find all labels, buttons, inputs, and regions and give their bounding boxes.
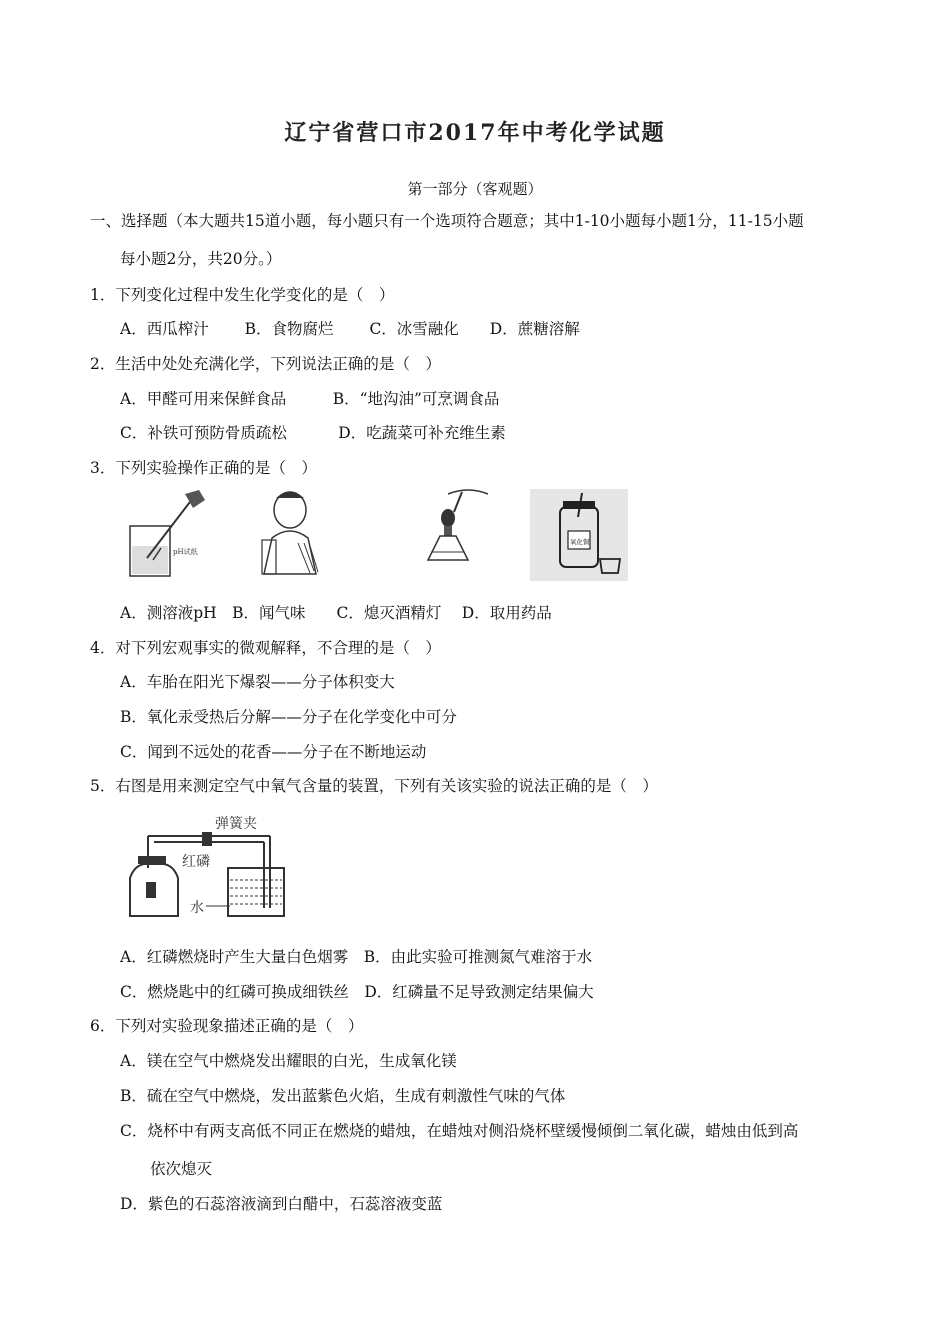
question-1-options: A．西瓜榨汁 B．食物腐烂 C．冰雪融化 D．蔗糖溶解	[120, 320, 580, 338]
reagent-bottle-label: 氧化铜	[570, 538, 590, 546]
question-3-options: A．测溶液pH B．闻气味 C．熄灭酒精灯 D．取用药品	[120, 604, 552, 622]
question-4-option-a: A．车胎在阳光下爆裂——分子体积变大	[120, 673, 395, 691]
section-intro-line-1: 一、选择题（本大题共15道小题，每小题只有一个选项符合题意；其中1-10小题每小题1分，11-15小题	[90, 212, 804, 230]
question-2-options-row-1: A．甲醛可用来保鲜食品 B．“地沟油”可烹调食品	[120, 390, 500, 408]
question-6-stem: 6．下列对实验现象描述正确的是（ ）	[90, 1017, 364, 1035]
question-4-stem: 4．对下列宏观事实的微观解释，不合理的是（ ）	[90, 639, 441, 657]
question-1-stem: 1．下列变化过程中发生化学变化的是（ ）	[90, 286, 395, 304]
figure-take-reagent	[530, 489, 628, 581]
question-2-stem: 2．生活中处处充满化学，下列说法正确的是（ ）	[90, 355, 441, 373]
question-6-option-a: A．镁在空气中燃烧发出耀眼的白光，生成氧化镁	[120, 1052, 457, 1070]
question-6-option-b: B．硫在空气中燃烧，发出蓝紫色火焰，生成有刺激性气味的气体	[120, 1087, 566, 1105]
question-4-option-b: B．氧化汞受热后分解——分子在化学变化中可分	[120, 708, 457, 726]
question-6-option-c-continued: 依次熄灭	[150, 1160, 213, 1178]
figure-smell	[250, 488, 330, 578]
question-5-stem: 5．右图是用来测定空气中氧气含量的装置，下列有关该实验的说法正确的是（ ）	[90, 777, 658, 795]
question-4-option-c: C．闻到不远处的花香——分子在不断地运动	[120, 743, 427, 761]
question-6-option-c: C．烧杯中有两支高低不同正在燃烧的蜡烛，在蜡烛对侧沿烧杯壁缓慢倾倒二氧化碳，蜡烛由低到高	[120, 1122, 799, 1140]
figure-ph-test	[125, 488, 220, 580]
red-phosphorus-label: 红磷	[182, 854, 210, 870]
ph-paper-label: pH试纸	[173, 548, 198, 556]
spring-clip-label: 弹簧夹	[215, 816, 257, 832]
question-3-stem: 3．下列实验操作正确的是（ ）	[90, 459, 317, 477]
figure-alcohol-lamp	[418, 488, 498, 573]
page-title: 辽宁省营口市2017年中考化学试题	[284, 120, 666, 146]
water-label: 水	[190, 900, 204, 916]
question-2-options-row-2: C．补铁可预防骨质疏松 D．吃蔬菜可补充维生素	[120, 424, 506, 442]
part-heading: 第一部分（客观题）	[407, 180, 543, 198]
question-6-option-d: D．紫色的石蕊溶液滴到白醋中，石蕊溶液变蓝	[120, 1195, 443, 1213]
figure-oxygen-apparatus	[120, 808, 300, 920]
question-5-options-row-1: A．红磷燃烧时产生大量白色烟雾 B．由此实验可推测氮气难溶于水	[120, 948, 593, 966]
section-intro-line-2: 每小题2分，共20分。）	[120, 250, 282, 268]
question-5-options-row-2: C．燃烧匙中的红磷可换成细铁丝 D．红磷量不足导致测定结果偏大	[120, 983, 594, 1001]
